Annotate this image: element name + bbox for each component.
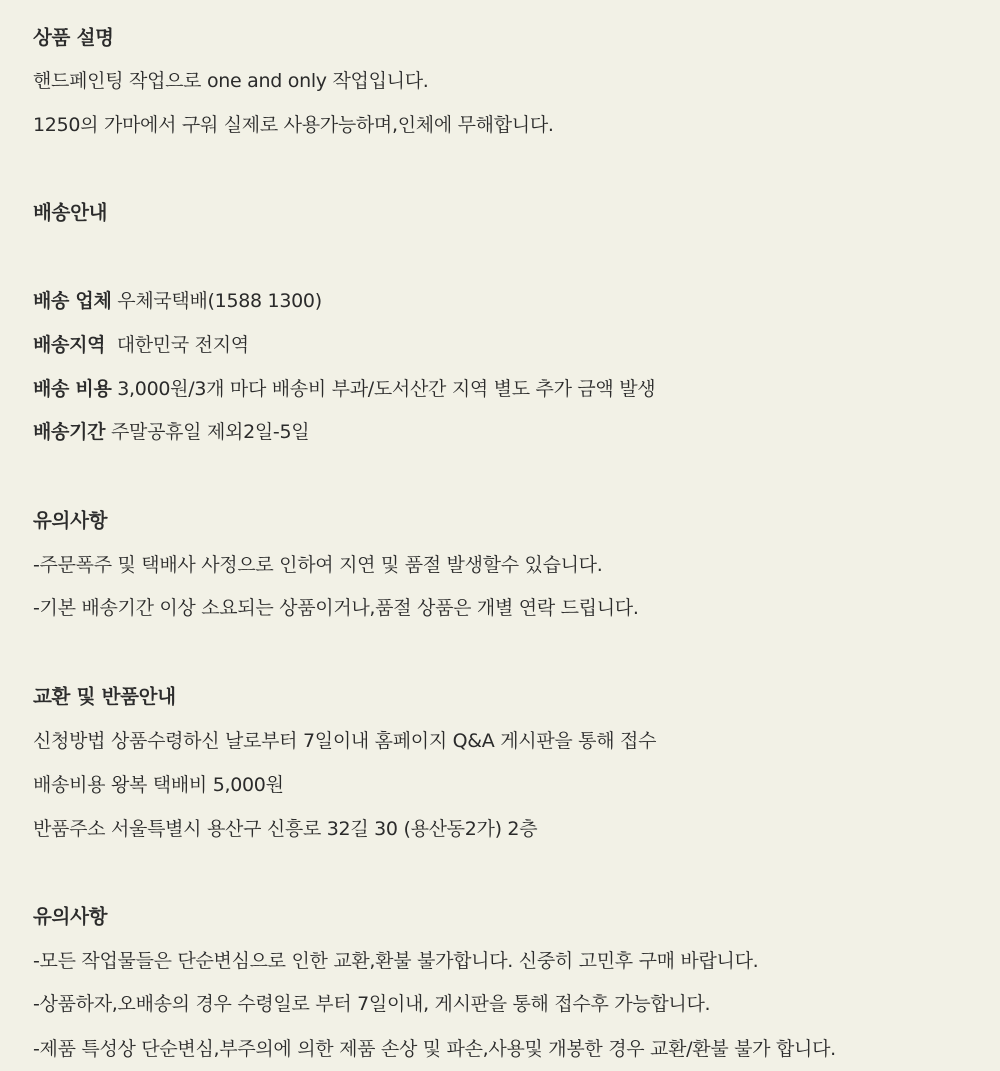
shipping-row-value: 주말공휴일 제외2일-5일 xyxy=(105,421,310,443)
product-description-heading: 상품 설명 xyxy=(33,26,114,49)
notes-line: -상품하자,오배송의 경우 수령일로 부터 7일이내, 게시판을 통해 접수후 가능합니다. xyxy=(33,993,711,1015)
shipping-row-label: 배송기간 xyxy=(33,421,106,443)
shipping-row-carrier xyxy=(33,287,322,315)
notes-line: -기본 배송기간 이상 소요되는 상품이거나,품절 상품은 개별 연락 드립니다. xyxy=(33,597,639,619)
notes-line: -주문폭주 및 택배사 사정으로 인하여 지연 및 품절 발생할수 있습니다. xyxy=(33,554,603,576)
shipping-row-region xyxy=(33,331,249,359)
shipping-row-period xyxy=(33,418,309,446)
notes-line: -모든 작업물들은 단순변심으로 인한 교환,환불 불가합니다. 신중히 고민후 구매 바랍니다. xyxy=(33,950,759,972)
shipping-row-label: 배송지역 xyxy=(33,334,106,356)
shipping-row-value: 3,000원/3개 마다 배송비 부과/도서산간 지역 별도 추가 금액 발생 xyxy=(111,378,656,400)
product-description-line: 1250의 가마에서 구워 실제로 사용가능하며,인체에 무해합니다. xyxy=(33,114,554,136)
returns-line: 배송비용 왕복 택배비 5,000원 xyxy=(33,774,284,796)
shipping-row-label: 배송 업체 xyxy=(33,290,112,312)
notes-heading: 유의사항 xyxy=(33,905,108,928)
shipping-row-value: 우체국택배(1588 1300) xyxy=(111,290,322,312)
shipping-row-label: 배송 비용 xyxy=(33,378,112,400)
product-description-line: 핸드페인팅 작업으로 one and only 작업입니다. xyxy=(33,70,429,92)
returns-line: 반품주소 서울특별시 용산구 신흥로 32길 30 (용산동2가) 2층 xyxy=(33,818,538,840)
shipping-row-value: 대한민국 전지역 xyxy=(105,334,249,356)
returns-line: 신청방법 상품수령하신 날로부터 7일이내 홈페이지 Q&A 게시판을 통해 접수 xyxy=(33,730,657,752)
shipping-heading: 배송안내 xyxy=(33,201,108,224)
notes-heading: 유의사항 xyxy=(33,509,108,532)
shipping-row-cost xyxy=(33,375,655,403)
notes-line: -제품 특성상 단순변심,부주의에 의한 제품 손상 및 파손,사용및 개봉한 경우 교환/환불 불가 합니다. xyxy=(33,1038,836,1060)
returns-heading: 교환 및 반품안내 xyxy=(33,685,176,708)
